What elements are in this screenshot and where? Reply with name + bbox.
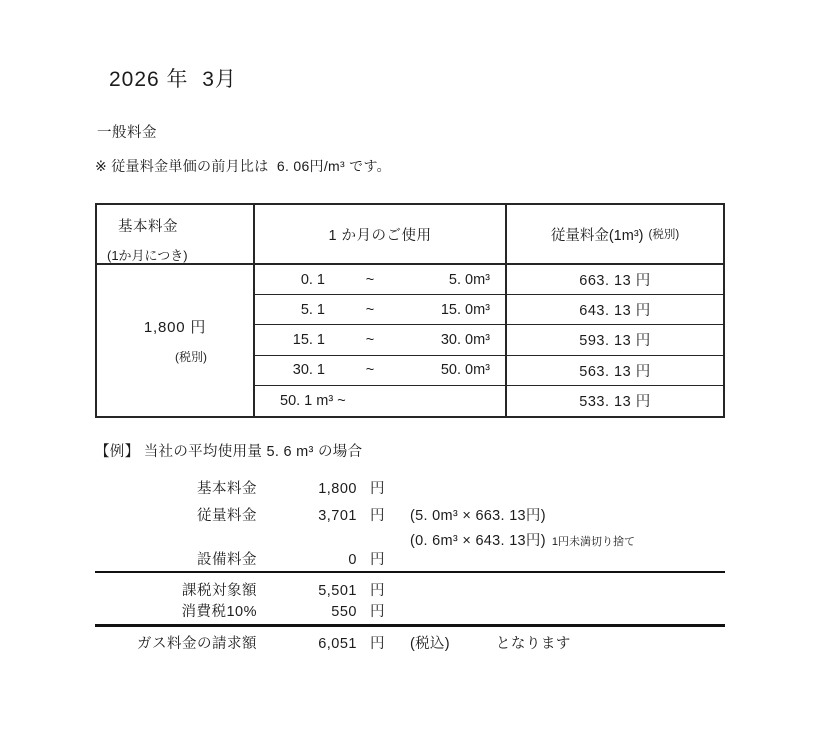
range-tilde: ~ <box>365 301 375 318</box>
header-basic-fee-label: 基本料金 <box>118 219 178 235</box>
row-calculation-note: (5. 0m³ × 663. 13円) <box>410 508 546 524</box>
row-label: 設備料金 <box>197 552 257 568</box>
row-label: 従量料金 <box>197 508 257 524</box>
tax-included-note: (税込) <box>410 636 450 652</box>
rounding-note: 1円未満切り捨て <box>551 536 635 548</box>
range-tilde: ~ <box>365 331 375 348</box>
example-row-total <box>95 634 725 654</box>
row-unit: 円 <box>370 481 385 497</box>
row-amount: 0 <box>348 552 357 568</box>
subtotal-divider <box>95 571 725 573</box>
total-suffix: となります <box>495 636 571 652</box>
range-tilde: ~ <box>365 271 375 288</box>
row-unit: 円 <box>370 583 385 599</box>
usage-from: 5. 1 <box>300 301 325 318</box>
unit-price-value: 563. 13 円 <box>507 356 723 386</box>
usage-range-row <box>255 325 507 355</box>
usage-range-row <box>255 356 507 386</box>
usage-from: 15. 1 <box>292 331 325 348</box>
header-unit-price-label: 従量料金(1m³) <box>550 227 644 244</box>
usage-to: 15. 0m³ <box>440 301 490 318</box>
header-basic-fee-sub: (1か月につき) <box>107 248 188 263</box>
usage-range-row <box>255 295 507 325</box>
usage-to: 5. 0m³ <box>448 271 490 288</box>
example-row-volume-fee <box>95 506 725 526</box>
unit-price-value: 593. 13 円 <box>507 325 723 355</box>
example-row-consumption-tax <box>95 603 725 621</box>
usage-from: 30. 1 <box>292 362 325 379</box>
row-label: 基本料金 <box>197 481 257 497</box>
unit-price-value: 663. 13 円 <box>507 265 723 295</box>
row-unit: 円 <box>370 508 385 524</box>
row-amount: 550 <box>331 604 357 620</box>
row-calculation-note: (0. 6m³ × 643. 13円) <box>410 533 546 549</box>
basic-fee-cell <box>97 265 255 416</box>
basic-fee-tax-note: (税別) <box>175 350 207 364</box>
usage-to: 50. 0m³ <box>440 362 490 379</box>
example-heading: 【例】 当社の平均使用量 5. 6 m³ の場合 <box>95 444 363 460</box>
range-tilde: ~ <box>365 362 375 379</box>
row-unit: 円 <box>370 636 385 652</box>
header-basic-fee <box>97 205 255 265</box>
example-row-equipment-fee <box>95 553 725 568</box>
unit-price-change-note: ※ 従量料金単価の前月比は 6. 06円/m³ です。 <box>95 158 391 174</box>
billing-example <box>95 440 725 654</box>
row-label: ガス料金の請求額 <box>137 636 257 652</box>
header-unit-price <box>507 205 723 265</box>
usage-range-row <box>255 265 507 295</box>
row-unit: 円 <box>370 552 385 568</box>
example-row-taxable-amount <box>95 581 725 601</box>
row-label: 課税対象額 <box>182 583 257 599</box>
row-amount: 3,701 <box>318 508 357 524</box>
page-title: 2026 年 3月 <box>109 68 237 91</box>
unit-price-value: 533. 13 円 <box>579 394 651 411</box>
usage-from: 0. 1 <box>300 271 325 288</box>
row-unit: 円 <box>370 604 385 620</box>
usage-from: 50. 1 m³ ~ <box>280 392 346 409</box>
row-label: 消費税10% <box>181 604 257 620</box>
example-row-volume-fee-2 <box>95 533 725 551</box>
total-divider <box>95 624 725 627</box>
row-amount: 6,051 <box>318 636 357 652</box>
usage-to: 30. 0m³ <box>440 331 490 348</box>
basic-fee-amount: 1,800 円 <box>143 319 207 336</box>
row-amount: 5,501 <box>318 583 357 599</box>
row-amount: 1,800 <box>318 481 357 497</box>
example-row-basic-fee <box>95 479 725 499</box>
header-unit-price-tax-note: (税別) <box>648 229 680 241</box>
header-monthly-usage: 1 か月のご使用 <box>255 205 507 265</box>
unit-price-value: 643. 13 円 <box>507 295 723 325</box>
section-label: 一般料金 <box>97 125 157 141</box>
rate-table <box>95 203 725 418</box>
usage-range-row <box>255 386 507 416</box>
